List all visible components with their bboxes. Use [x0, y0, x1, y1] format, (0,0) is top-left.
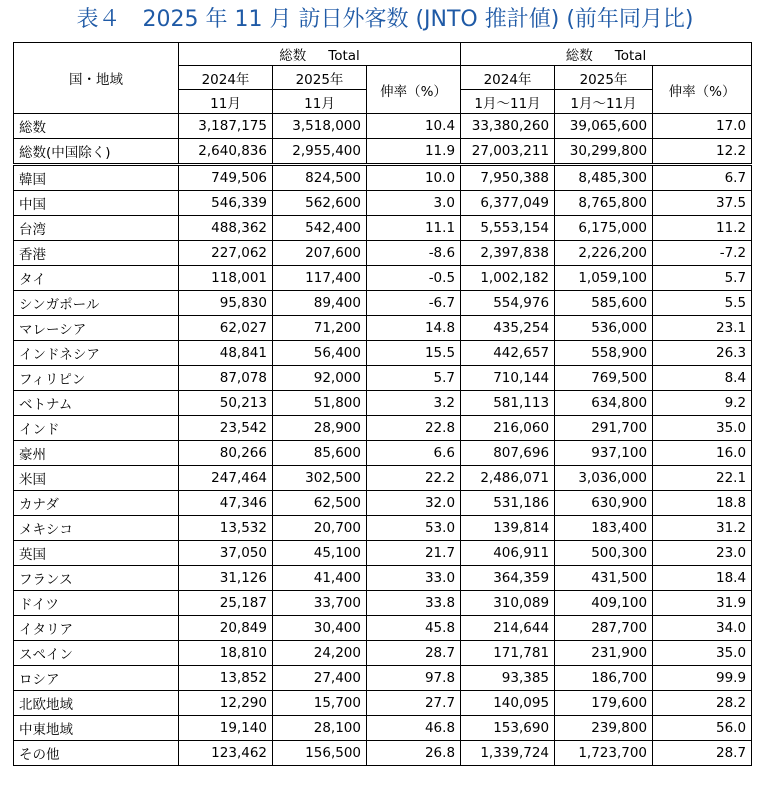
ytd-2024-value: 7,950,388	[461, 165, 555, 191]
ytd-2025-value: 536,000	[555, 316, 653, 341]
monthly-growth-header: 伸率（%）	[367, 66, 461, 114]
nov-2025-value: 562,600	[273, 191, 367, 216]
nov-2025-value: 27,400	[273, 666, 367, 691]
table-row	[14, 291, 752, 316]
table-row	[14, 716, 752, 741]
nov-2025-value: 30,400	[273, 616, 367, 641]
ytd-2025-value: 239,800	[555, 716, 653, 741]
ytd-2024-value: 140,095	[461, 691, 555, 716]
nov-growth-value: 33.8	[367, 591, 461, 616]
ytd-2024-value: 442,657	[461, 341, 555, 366]
ytd-growth-value: 6.7	[653, 165, 752, 191]
ytd-2025-value: 2,226,200	[555, 241, 653, 266]
ytd-2025-header: 2025年	[555, 66, 653, 90]
region-name: ドイツ	[14, 591, 179, 616]
ytd-growth-value: 18.4	[653, 566, 752, 591]
nov-2025-value: 542,400	[273, 216, 367, 241]
table-row	[14, 541, 752, 566]
ytd-2024-value: 27,003,211	[461, 139, 555, 165]
nov-2025-value: 51,800	[273, 391, 367, 416]
nov-growth-value: -8.6	[367, 241, 461, 266]
nov-2025-value: 24,200	[273, 641, 367, 666]
region-name: スペイン	[14, 641, 179, 666]
region-name: 北欧地域	[14, 691, 179, 716]
region-name: 豪州	[14, 441, 179, 466]
region-name: その他	[14, 741, 179, 766]
table-row	[14, 165, 752, 191]
ytd-2025-value: 409,100	[555, 591, 653, 616]
ytd-2025-value: 1,723,700	[555, 741, 653, 766]
table-row	[14, 266, 752, 291]
ytd-2025-value: 179,600	[555, 691, 653, 716]
ytd-growth-value: 23.1	[653, 316, 752, 341]
ytd-2025-value: 6,175,000	[555, 216, 653, 241]
nov-growth-value: 45.8	[367, 616, 461, 641]
ytd-growth-value: -7.2	[653, 241, 752, 266]
ytd-2025-value: 431,500	[555, 566, 653, 591]
nov-2025-value: 62,500	[273, 491, 367, 516]
nov-2025-value: 33,700	[273, 591, 367, 616]
region-name: タイ	[14, 266, 179, 291]
ytd-2024-value: 214,644	[461, 616, 555, 641]
ytd-2024-value: 2,397,838	[461, 241, 555, 266]
ytd-growth-value: 23.0	[653, 541, 752, 566]
nov-growth-value: 22.8	[367, 416, 461, 441]
nov-2024-value: 50,213	[179, 391, 273, 416]
nov-growth-value: 6.6	[367, 441, 461, 466]
table-row	[14, 316, 752, 341]
ytd-2025-value: 8,765,800	[555, 191, 653, 216]
nov-2025-value: 207,600	[273, 241, 367, 266]
nov-2024-value: 80,266	[179, 441, 273, 466]
region-name: 中国	[14, 191, 179, 216]
ytd-growth-value: 5.7	[653, 266, 752, 291]
visitor-table	[13, 42, 752, 766]
ytd-2024-value: 581,113	[461, 391, 555, 416]
table-row	[14, 216, 752, 241]
table-row	[14, 391, 752, 416]
nov-2024-value: 87,078	[179, 366, 273, 391]
ytd-growth-value: 26.3	[653, 341, 752, 366]
nov-growth-value: 97.8	[367, 666, 461, 691]
group-label-en: Total	[614, 48, 647, 64]
nov-2025-value: 28,900	[273, 416, 367, 441]
ytd-growth-value: 28.7	[653, 741, 752, 766]
region-name: マレーシア	[14, 316, 179, 341]
table-row	[14, 416, 752, 441]
ytd-2025-value: 769,500	[555, 366, 653, 391]
ytd-2025-value: 937,100	[555, 441, 653, 466]
table-row	[14, 341, 752, 366]
ytd-growth-value: 11.2	[653, 216, 752, 241]
ytd-2024-value: 6,377,049	[461, 191, 555, 216]
ytd-growth-value: 31.2	[653, 516, 752, 541]
nov-2024-value: 37,050	[179, 541, 273, 566]
table-row	[14, 491, 752, 516]
table-row	[14, 566, 752, 591]
ytd-2024-value: 1,339,724	[461, 741, 555, 766]
ytd-2024-value: 807,696	[461, 441, 555, 466]
region-header: 国・地域	[14, 43, 179, 114]
table-row	[14, 366, 752, 391]
ytd-growth-value: 5.5	[653, 291, 752, 316]
nov-2024-value: 62,027	[179, 316, 273, 341]
table-row	[14, 114, 752, 139]
ytd-2024-value: 554,976	[461, 291, 555, 316]
ytd-growth-value: 12.2	[653, 139, 752, 165]
nov-2024-value: 48,841	[179, 341, 273, 366]
nov-growth-value: -6.7	[367, 291, 461, 316]
nov-growth-value: 15.5	[367, 341, 461, 366]
ytd-2025-value: 39,065,600	[555, 114, 653, 139]
ytd-2025-value: 183,400	[555, 516, 653, 541]
nov-2025-value: 89,400	[273, 291, 367, 316]
region-name: イタリア	[14, 616, 179, 641]
nov-2024-value: 18,810	[179, 641, 273, 666]
ytd-growth-value: 35.0	[653, 641, 752, 666]
table-row	[14, 741, 752, 766]
ytd-2024-value: 93,385	[461, 666, 555, 691]
nov-2025-value: 117,400	[273, 266, 367, 291]
table-row	[14, 516, 752, 541]
nov-2025-value: 302,500	[273, 466, 367, 491]
nov-2024-value: 3,187,175	[179, 114, 273, 139]
ytd-2024-value: 531,186	[461, 491, 555, 516]
region-name: 英国	[14, 541, 179, 566]
ytd-2025-value: 558,900	[555, 341, 653, 366]
region-name: 香港	[14, 241, 179, 266]
region-name: ロシア	[14, 666, 179, 691]
table-row	[14, 666, 752, 691]
page-title: 表４ 2025 年 11 月 訪日外客数 (JNTO 推計値) (前年同月比)	[76, 7, 694, 32]
table-row	[14, 616, 752, 641]
nov-2025-value: 2,955,400	[273, 139, 367, 165]
region-name: フランス	[14, 566, 179, 591]
ytd-2025-value: 231,900	[555, 641, 653, 666]
ytd-2024-value: 139,814	[461, 516, 555, 541]
ytd-2024-value: 310,089	[461, 591, 555, 616]
nov-2024-value: 20,849	[179, 616, 273, 641]
ytd-2024-value: 364,359	[461, 566, 555, 591]
ytd-growth-value: 8.4	[653, 366, 752, 391]
monthly-group-header	[179, 43, 461, 66]
nov-growth-value: 11.9	[367, 139, 461, 165]
ytd-growth-value: 22.1	[653, 466, 752, 491]
ytd-growth-value: 17.0	[653, 114, 752, 139]
nov-growth-value: 3.0	[367, 191, 461, 216]
nov-growth-value: 33.0	[367, 566, 461, 591]
nov-growth-value: 21.7	[367, 541, 461, 566]
nov-growth-value: 46.8	[367, 716, 461, 741]
group-label-jp: 総数	[565, 48, 593, 64]
nov-growth-value: 14.8	[367, 316, 461, 341]
ytd-2024-value: 153,690	[461, 716, 555, 741]
nov-2024-value: 247,464	[179, 466, 273, 491]
table-row	[14, 241, 752, 266]
nov-2024-value: 118,001	[179, 266, 273, 291]
nov-2024-value: 123,462	[179, 741, 273, 766]
monthly-2024-period: 11月	[179, 90, 273, 114]
nov-2024-value: 2,640,836	[179, 139, 273, 165]
ytd-2024-value: 710,144	[461, 366, 555, 391]
nov-2024-value: 47,346	[179, 491, 273, 516]
ytd-growth-value: 56.0	[653, 716, 752, 741]
ytd-growth-value: 18.8	[653, 491, 752, 516]
table-row	[14, 466, 752, 491]
ytd-2025-value: 291,700	[555, 416, 653, 441]
nov-2024-value: 227,062	[179, 241, 273, 266]
region-name: インドネシア	[14, 341, 179, 366]
table-row	[14, 139, 752, 165]
ytd-2025-value: 287,700	[555, 616, 653, 641]
ytd-2025-value: 634,800	[555, 391, 653, 416]
ytd-growth-value: 16.0	[653, 441, 752, 466]
ytd-2024-header: 2024年	[461, 66, 555, 90]
ytd-2025-value: 8,485,300	[555, 165, 653, 191]
nov-2025-value: 56,400	[273, 341, 367, 366]
nov-2025-value: 71,200	[273, 316, 367, 341]
ytd-2024-value: 2,486,071	[461, 466, 555, 491]
ytd-2024-value: 435,254	[461, 316, 555, 341]
region-name: ベトナム	[14, 391, 179, 416]
ytd-2025-value: 500,300	[555, 541, 653, 566]
ytd-2024-value: 406,911	[461, 541, 555, 566]
ytd-2025-value: 585,600	[555, 291, 653, 316]
region-name: カナダ	[14, 491, 179, 516]
ytd-2025-value: 30,299,800	[555, 139, 653, 165]
nov-growth-value: 26.8	[367, 741, 461, 766]
ytd-2024-value: 5,553,154	[461, 216, 555, 241]
region-name: メキシコ	[14, 516, 179, 541]
nov-2025-value: 45,100	[273, 541, 367, 566]
region-name: 中東地域	[14, 716, 179, 741]
ytd-group-header	[461, 43, 752, 66]
nov-2025-value: 85,600	[273, 441, 367, 466]
nov-growth-value: 3.2	[367, 391, 461, 416]
region-name: フィリピン	[14, 366, 179, 391]
region-name: インド	[14, 416, 179, 441]
nov-2025-value: 28,100	[273, 716, 367, 741]
ytd-2025-value: 630,900	[555, 491, 653, 516]
nov-2024-value: 95,830	[179, 291, 273, 316]
region-name: 米国	[14, 466, 179, 491]
monthly-2024-header: 2024年	[179, 66, 273, 90]
nov-2024-value: 19,140	[179, 716, 273, 741]
group-label-en: Total	[328, 48, 360, 64]
table-row	[14, 641, 752, 666]
nov-growth-value: 5.7	[367, 366, 461, 391]
nov-2024-value: 23,542	[179, 416, 273, 441]
monthly-2025-header: 2025年	[273, 66, 367, 90]
table-row	[14, 591, 752, 616]
monthly-2025-period: 11月	[273, 90, 367, 114]
ytd-2025-value: 3,036,000	[555, 466, 653, 491]
nov-2024-value: 12,290	[179, 691, 273, 716]
nov-2025-value: 156,500	[273, 741, 367, 766]
table-row	[14, 691, 752, 716]
nov-growth-value: 28.7	[367, 641, 461, 666]
nov-growth-value: 53.0	[367, 516, 461, 541]
nov-2024-value: 13,852	[179, 666, 273, 691]
table-body	[14, 114, 752, 766]
ytd-growth-value: 35.0	[653, 416, 752, 441]
nov-2025-value: 20,700	[273, 516, 367, 541]
region-name: 韓国	[14, 165, 179, 191]
ytd-2024-value: 171,781	[461, 641, 555, 666]
ytd-growth-value: 9.2	[653, 391, 752, 416]
group-label-jp: 総数	[279, 48, 307, 64]
table-header	[14, 43, 752, 114]
ytd-2024-value: 216,060	[461, 416, 555, 441]
ytd-2025-value: 186,700	[555, 666, 653, 691]
ytd-2024-value: 33,380,260	[461, 114, 555, 139]
nov-2025-value: 15,700	[273, 691, 367, 716]
nov-2025-value: 824,500	[273, 165, 367, 191]
nov-growth-value: 32.0	[367, 491, 461, 516]
ytd-growth-value: 37.5	[653, 191, 752, 216]
region-name: シンガポール	[14, 291, 179, 316]
ytd-growth-value: 34.0	[653, 616, 752, 641]
nov-growth-value: -0.5	[367, 266, 461, 291]
nov-2025-value: 92,000	[273, 366, 367, 391]
nov-2024-value: 488,362	[179, 216, 273, 241]
ytd-growth-value: 31.9	[653, 591, 752, 616]
nov-growth-value: 11.1	[367, 216, 461, 241]
region-name: 台湾	[14, 216, 179, 241]
nov-growth-value: 27.7	[367, 691, 461, 716]
nov-2024-value: 13,532	[179, 516, 273, 541]
ytd-2025-period: 1月～11月	[555, 90, 653, 114]
ytd-2024-period: 1月～11月	[461, 90, 555, 114]
table-row	[14, 191, 752, 216]
nov-growth-value: 22.2	[367, 466, 461, 491]
nov-growth-value: 10.4	[367, 114, 461, 139]
nov-2025-value: 3,518,000	[273, 114, 367, 139]
nov-2024-value: 25,187	[179, 591, 273, 616]
ytd-growth-value: 28.2	[653, 691, 752, 716]
nov-2024-value: 31,126	[179, 566, 273, 591]
nov-2024-value: 749,506	[179, 165, 273, 191]
ytd-2025-value: 1,059,100	[555, 266, 653, 291]
region-name: 総数(中国除く)	[14, 139, 179, 165]
nov-2024-value: 546,339	[179, 191, 273, 216]
table-row	[14, 441, 752, 466]
nov-growth-value: 10.0	[367, 165, 461, 191]
region-name: 総数	[14, 114, 179, 139]
ytd-growth-header: 伸率（%）	[653, 66, 752, 114]
ytd-2024-value: 1,002,182	[461, 266, 555, 291]
ytd-growth-value: 99.9	[653, 666, 752, 691]
nov-2025-value: 41,400	[273, 566, 367, 591]
